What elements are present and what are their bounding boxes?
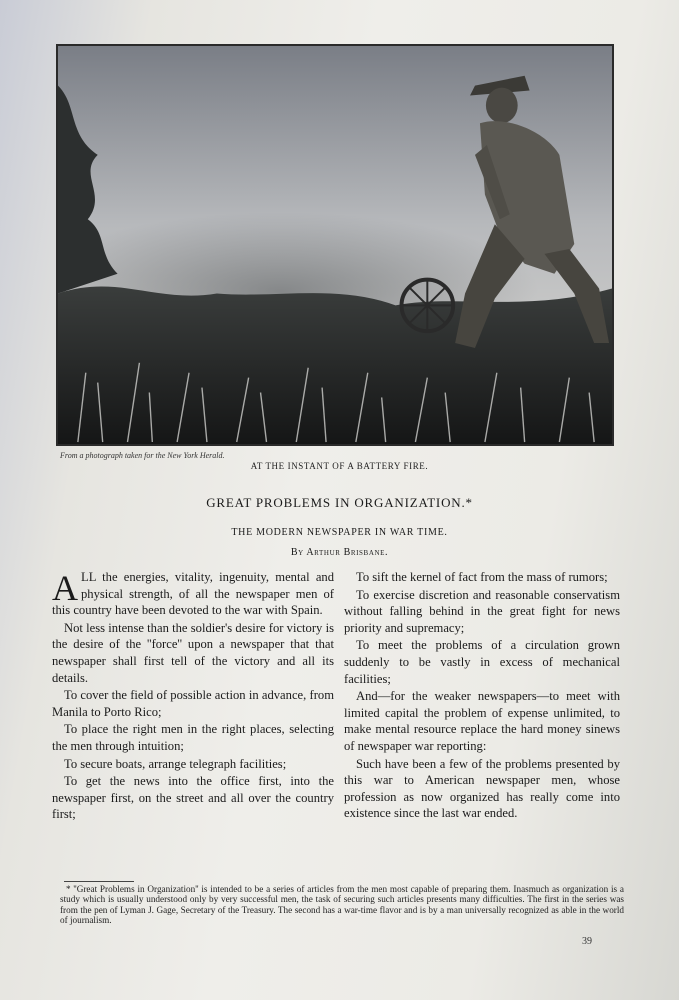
footnote-rule [64,881,134,882]
paragraph: Such have been a few of the problems presented by this war to American newspaper men, whose profession as now organized has really come into existence since the last war ended. [344,756,620,821]
article-byline: By Arthur Brisbane. [290,547,389,558]
paragraph: To meet the problems of a circulation grown suddenly to be vastly in excess of mechanical facilities; [344,638,620,686]
drop-cap: A [52,568,78,608]
paragraph: To cover the field of possible action in advance, from Manila to Porto Rico; [52,688,334,719]
page-number: 39 [582,936,592,947]
paragraph: To sift the kernel of fact from the mass of rumors; [356,570,608,584]
photograph-illustration [58,46,612,444]
footnote [60,884,624,926]
footnote-text: * ''Great Problems in Organization'' is intended to be a series of articles from the men most capable of preparing them. Inasmuch as organization is a study which is usually understood only by very successful men, the task of securing such articles presents many difficulties. The first in the series was from the pen of Lyman J. Gage, Secretary of the Treasury. The second has a war-time flavor and is by a man universally recognized as able in the world of journalism. [60,884,624,926]
article-subtitle: THE MODERN NEWSPAPER IN WAR TIME. [231,527,448,538]
paragraph: To get the news into the office first, into the newspaper first, on the street and all over the country first; [52,774,334,822]
photo-caption: AT THE INSTANT OF A BATTERY FIRE. [250,461,429,471]
paragraph: To place the right men in the right places, selecting the men through intuition; [52,722,334,753]
paragraph: ALL the energies, vitality, ingenuity, mental and physical strength, of all the newspaper men of this country have been devoted to the war with Spain. [52,568,334,618]
paragraph: To secure boats, arrange telegraph facilities; [64,756,287,771]
photo-credit: From a photograph taken for the New York Herald. [60,451,225,460]
paragraph: To exercise discretion and reasonable conservatism without falling behind in the great fight for news priority and supremacy; [344,587,620,635]
article-column-left [52,569,334,824]
paragraph: And—for the weaker newspapers—to meet with limited capital the problem of expense unlimited, to make mental resource replace the hard money sinews of newspaper war reporting: [344,689,620,753]
article-title: GREAT PROBLEMS IN ORGANIZATION.* [206,495,473,510]
battery-fire-photograph [56,44,614,446]
paragraph: Not less intense than the soldier's desire for victory is the desire of the ''force'' upon a newspaper that that newspaper shall first tell of the victory and all its details. [52,620,334,685]
article-column-right [344,569,620,823]
